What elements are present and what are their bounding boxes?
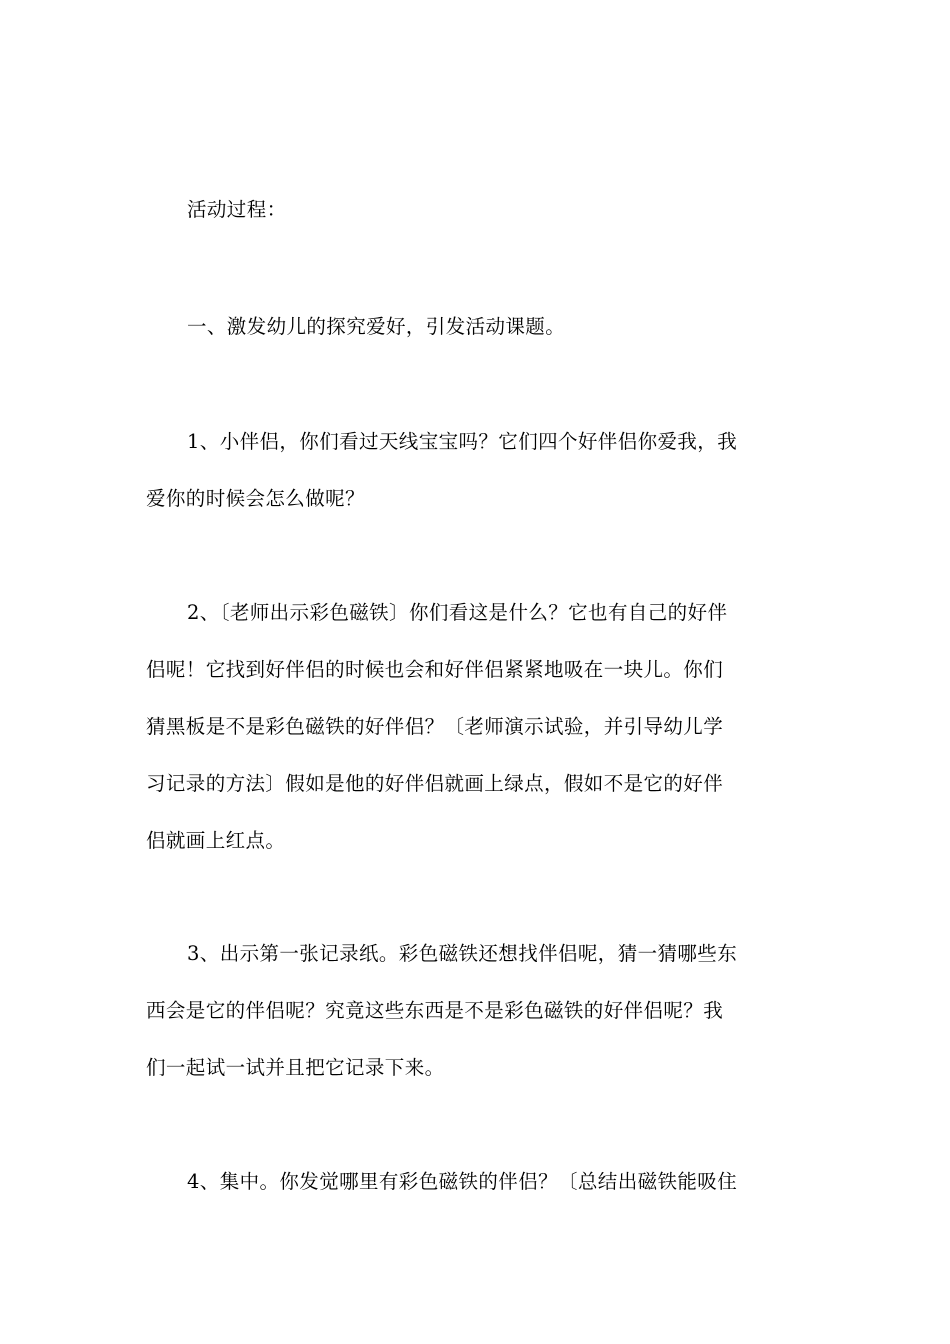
paragraph-item-3-line-3: 们一起试一试并且把它记录下来。: [146, 1056, 445, 1079]
paragraph-item-2-line-5: 侣就画上红点。: [146, 829, 286, 852]
paragraph-item-2-line-4: 习记录的方法〕假如是他的好伴侣就画上绿点，假如不是它的好伴: [146, 772, 724, 795]
paragraph-item-4-line-1: 4、集中。你发觉哪里有彩色磁铁的伴侣？〔总结出磁铁能吸住: [187, 1170, 738, 1193]
section-one-heading: 一、激发幼儿的探究爱好，引发活动课题。: [187, 315, 566, 338]
paragraph-item-3-line-2: 西会是它的伴侣呢？究竟这些东西是不是彩色磁铁的好伴侣呢？我: [146, 999, 724, 1022]
heading-activity-process: 活动过程：: [187, 198, 287, 221]
paragraph-item-2-line-1: 2、〔老师出示彩色磁铁〕你们看这是什么？它也有自己的好伴: [187, 601, 728, 624]
paragraph-item-2-line-2: 侣呢！它找到好伴侣的时候也会和好伴侣紧紧地吸在一块儿。你们: [146, 658, 724, 681]
paragraph-item-1-line-2: 爱你的时候会怎么做呢？: [146, 487, 365, 510]
paragraph-item-2-line-3: 猜黑板是不是彩色磁铁的好伴侣？〔老师演示试验，并引导幼儿学: [146, 715, 724, 738]
paragraph-item-3-line-1: 3、出示第一张记录纸。彩色磁铁还想找伴侣呢，猜一猜哪些东: [187, 942, 738, 965]
paragraph-item-1-line-1: 1、小伴侣，你们看过天线宝宝吗？它们四个好伴侣你爱我，我: [187, 430, 738, 453]
